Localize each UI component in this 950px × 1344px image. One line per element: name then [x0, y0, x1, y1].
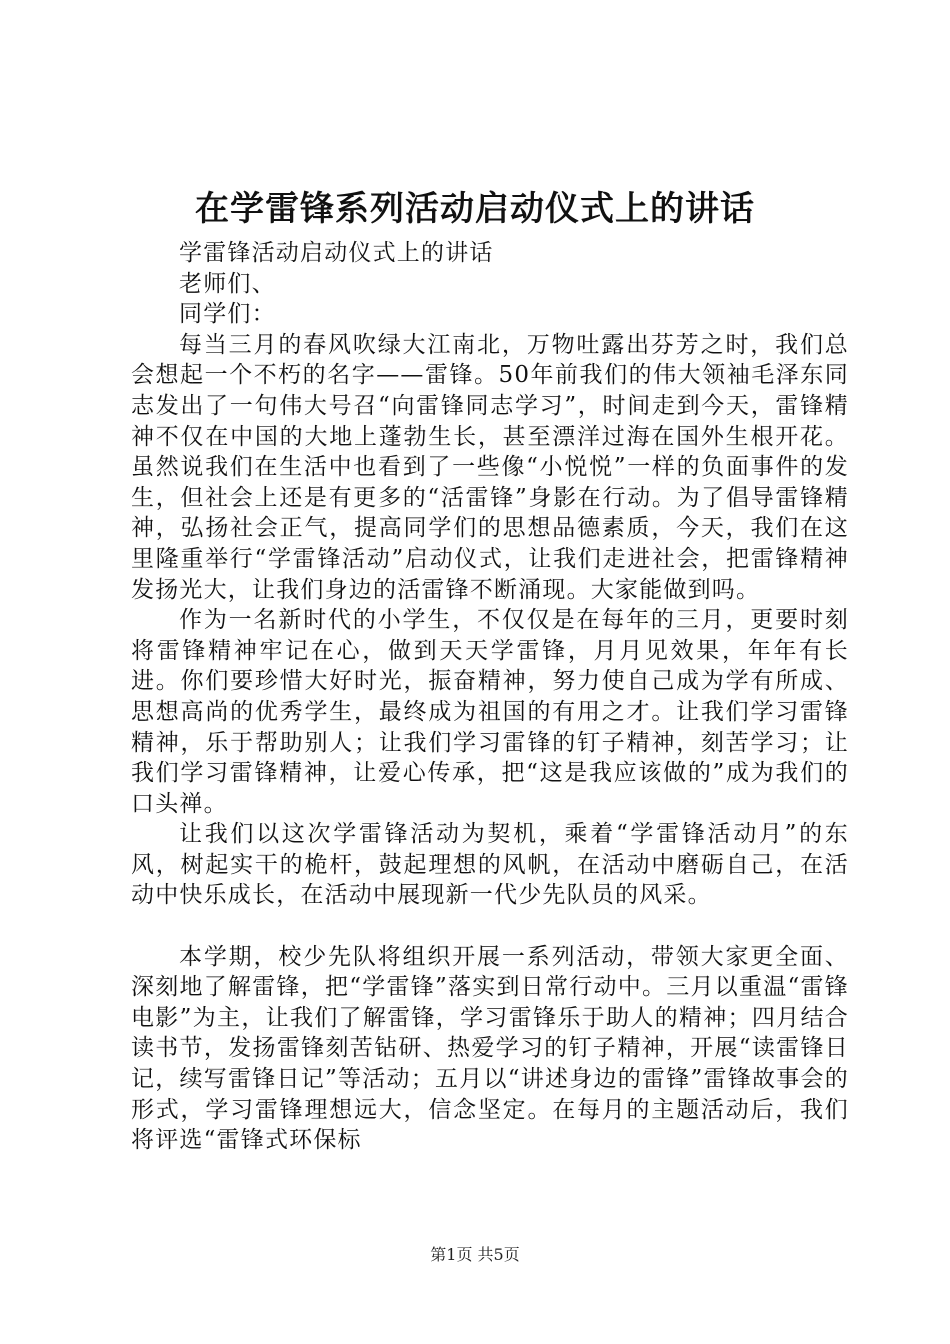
subtitle-paragraph: 学雷锋活动启动仪式上的讲话 — [179, 240, 494, 266]
document-body — [131, 238, 849, 1156]
body-paragraph: 每当三月的春风吹绿大江南北，万物吐露出芬芳之时，我们总会想起一个不朽的名字——雷锋。50年前我们的伟大领袖毛泽东同志发出了一句伟大号召“向雷锋同志学习”，时间走到今天，雷锋精神不仅在中国的大地上蓬勃生长，甚至漂洋过海在国外生根开花。虽然说我们在生活中也看到了一些像“小悦悦”一样的负面事件的发生，但社会上还是有更多的“活雷锋”身影在行动。为了倡导雷锋精神，弘扬社会正气，提高同学们的思想品德素质，今天，我们在这里隆重举行“学雷锋活动”启动仪式，让我们走进社会，把雷锋精神发扬光大，让我们身边的活雷锋不断涌现。大家能做到吗。 — [131, 331, 849, 603]
salutation-teachers: 老师们、 — [179, 270, 276, 297]
blank-line — [131, 911, 849, 942]
document-title: 在学雷锋系列活动启动仪式上的讲话 — [195, 189, 755, 229]
page-footer: 第1页 共5页 — [430, 1245, 520, 1264]
salutation-students: 同学们： — [179, 301, 276, 328]
body-paragraph: 作为一名新时代的小学生，不仅仅是在每年的三月，更要时刻将雷锋精神牢记在心，做到天天学雷锋，月月见效果，年年有长进。你们要珍惜大好时光，振奋精神，努力使自己成为学有所成、思想高尚的优秀学生，最终成为祖国的有用之才。让我们学习雷锋精神，乐于帮助别人；让我们学习雷锋的钉子精神，刻苦学习；让我们学习雷锋精神，让爱心传承，把“这是我应该做的”成为我们的口头禅。 — [131, 607, 849, 817]
body-paragraph: 本学期，校少先队将组织开展一系列活动，带领大家更全面、深刻地了解雷锋，把“学雷锋”落实到日常行动中。三月以重温“雷锋电影”为主，让我们了解雷锋，学习雷锋乐于助人的精神；四月结合读书节，发扬雷锋刻苦钻研、热爱学习的钉子精神，开展“读雷锋日记，续写雷锋日记”等活动；五月以“讲述身边的雷锋”雷锋故事会的形式，学习雷锋理想远大，信念坚定。在每月的主题活动后，我们将评选“雷锋式环保标 — [131, 943, 849, 1154]
body-paragraph: 让我们以这次学雷锋活动为契机，乘着“学雷锋活动月”的东风，树起实干的桅杆，鼓起理想的风帆，在活动中磨砺自己，在活动中快乐成长，在活动中展现新一代少先队员的风采。 — [131, 821, 849, 909]
